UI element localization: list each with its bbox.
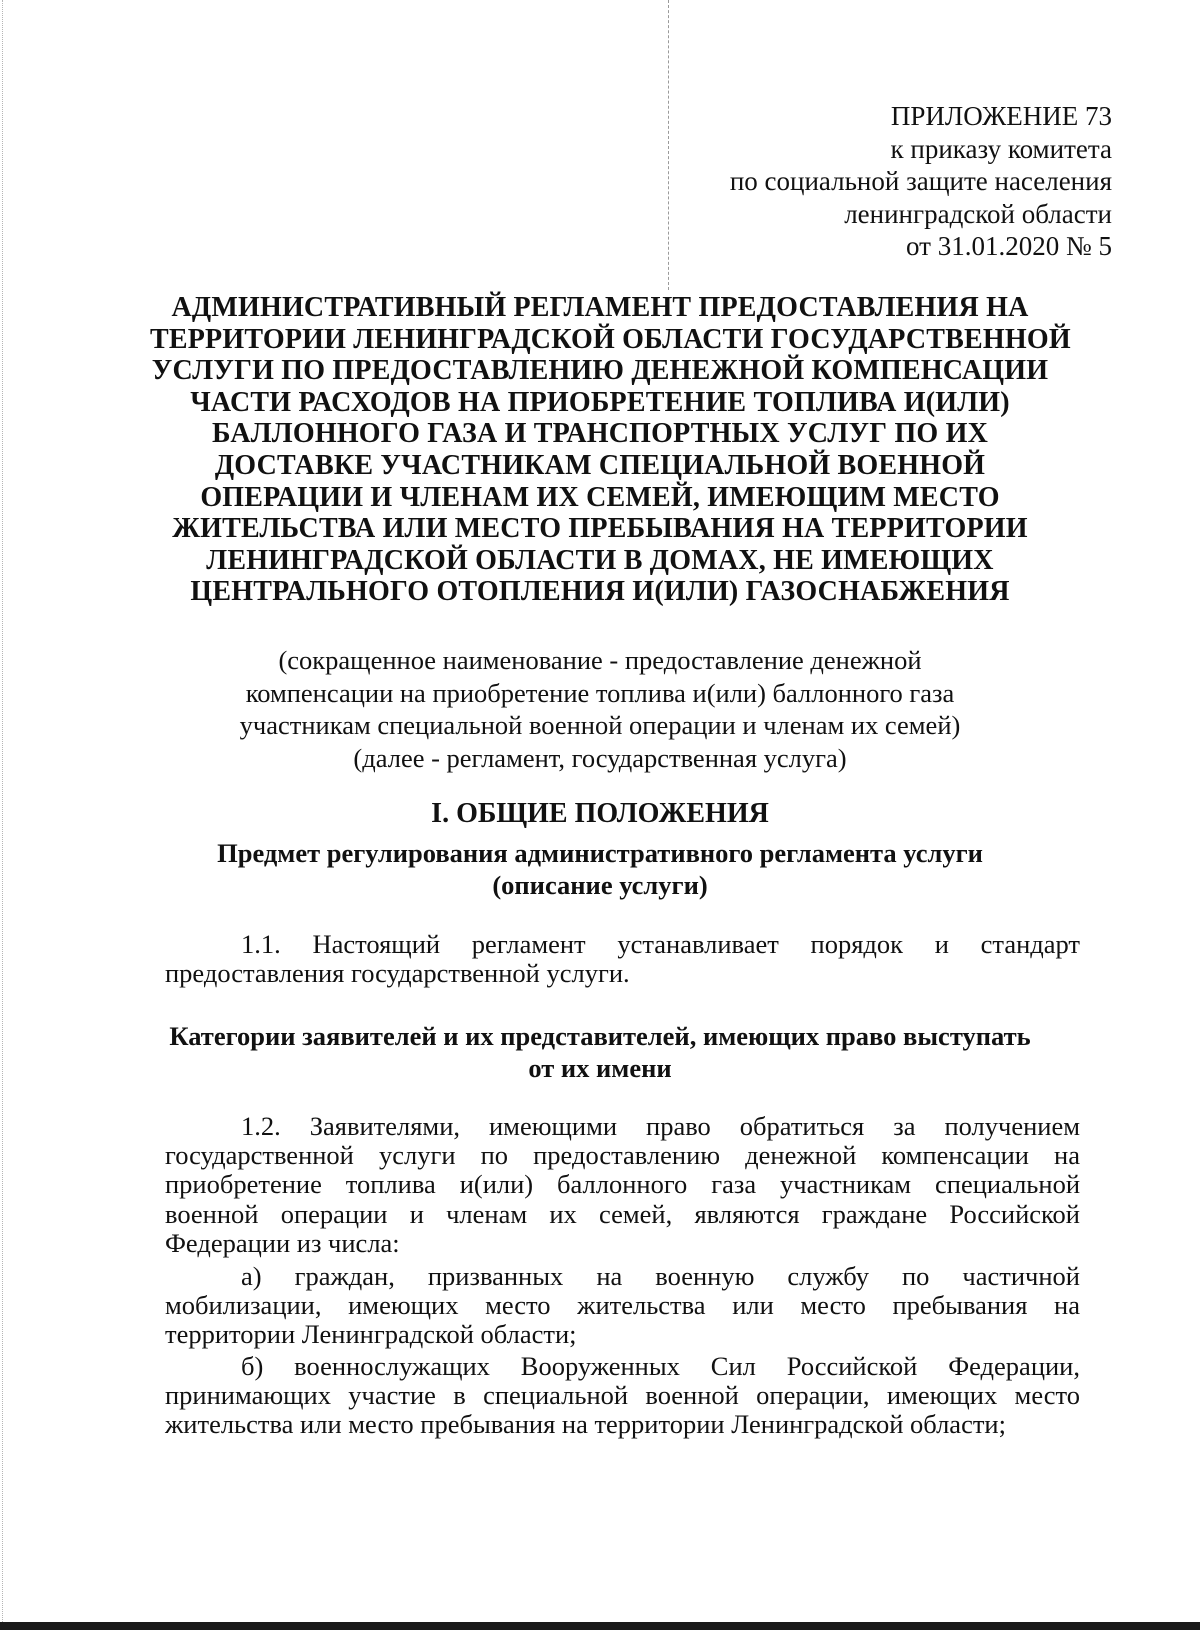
appendix-region: ленинградской области <box>844 198 1112 229</box>
title-line: ТЕРРИТОРИИ ЛЕНИНГРАДСКОЙ ОБЛАСТИ ГОСУДАРСТВЕННОЙ <box>150 323 1071 355</box>
title-line: ЧАСТИ РАСХОДОВ НА ПРИОБРЕТЕНИЕ ТОПЛИВА И(ИЛИ) <box>190 386 1010 418</box>
scan-edge <box>2 0 3 1630</box>
paragraph-line: 1.2. Заявителями, имеющими право обратиться за получением <box>241 1111 1080 1141</box>
applicants-heading-line: от их имени <box>528 1053 672 1083</box>
title-line: ЦЕНТРАЛЬНОГО ОТОПЛЕНИЯ И(ИЛИ) ГАЗОСНАБЖЕНИЯ <box>190 576 1010 608</box>
paragraph-line: приобретение топлива и(или) баллонного газа участникам специальной <box>165 1169 1080 1200</box>
short-name-line: компенсации на приобретение топлива и(или) баллонного газа <box>245 677 955 708</box>
title-line: ОПЕРАЦИИ И ЧЛЕНАМ ИХ СЕМЕЙ, ИМЕЮЩИМ МЕСТО <box>200 481 1000 513</box>
appendix-committee: по социальной защите населения <box>729 166 1112 196</box>
paragraph-line: мобилизации, имеющих место жительства или место пребывания на <box>165 1290 1080 1321</box>
applicants-heading <box>150 1020 1050 1084</box>
appendix-block <box>730 100 1112 263</box>
appendix-order-ref: к приказу комитета <box>890 133 1112 164</box>
subject-heading-line: Предмет регулирования административного регламента услуги <box>217 838 983 868</box>
section-heading: I. ОБЩИЕ ПОЛОЖЕНИЯ <box>431 798 769 829</box>
short-name-line: (сокращенное наименование - предоставление денежной <box>278 645 922 675</box>
paragraph-1-2 <box>165 1112 1080 1258</box>
paragraph-line: 1.1. Настоящий регламент устанавливает порядок и стандарт <box>241 929 1080 959</box>
paragraph-line: военной операции и членам их семей, являются граждане Российской <box>165 1198 1080 1229</box>
short-name-block <box>150 644 1050 774</box>
paragraph-line: предоставления государственной услуги. <box>165 958 630 989</box>
paragraph-1-1 <box>165 930 1080 988</box>
paragraph-line: жительства или место пребывания на территории Ленинградской области; <box>165 1409 1006 1440</box>
title-line: АДМИНИСТРАТИВНЫЙ РЕГЛАМЕНТ ПРЕДОСТАВЛЕНИЯ НА <box>171 292 1029 323</box>
appendix-number: ПРИЛОЖЕНИЕ 73 <box>890 101 1112 131</box>
title-line: ЖИТЕЛЬСТВА ИЛИ МЕСТО ПРЕБЫВАНИЯ НА ТЕРРИТОРИИ <box>172 513 1028 545</box>
scan-border <box>0 1622 1200 1630</box>
appendix-date: от 31.01.2020 № 5 <box>906 231 1112 261</box>
paragraph-line: б) военнослужащих Вооруженных Сил Российской Федерации, <box>241 1351 1080 1381</box>
document-title <box>150 292 1071 608</box>
paragraph-line: территории Ленинградской области; <box>165 1319 577 1350</box>
paragraph-line: государственной услуги по предоставлению денежной компенсации на <box>165 1140 1080 1171</box>
title-line: ДОСТАВКЕ УЧАСТНИКАМ СПЕЦИАЛЬНОЙ ВОЕННОЙ <box>214 449 986 481</box>
title-line: БАЛЛОННОГО ГАЗА И ТРАНСПОРТНЫХ УСЛУГ ПО ИХ <box>211 418 989 450</box>
list-item-b <box>165 1352 1080 1440</box>
applicants-heading-line: Категории заявителей и их представителей, имеющих право выступать <box>169 1021 1031 1051</box>
short-name-line: (далее - регламент, государственная услуга) <box>353 742 847 773</box>
scan-fold-line <box>668 0 669 290</box>
subject-heading-line: (описание услуги) <box>492 870 708 900</box>
short-name-line: участникам специальной военной операции и членам их семей) <box>239 710 961 740</box>
paragraph-line: а) граждан, призванных на военную службу по частичной <box>241 1261 1080 1291</box>
list-item-a <box>165 1262 1080 1350</box>
title-line: УСЛУГИ ПО ПРЕДОСТАВЛЕНИЮ ДЕНЕЖНОЙ КОМПЕНСАЦИИ <box>151 355 1049 387</box>
subject-heading <box>150 837 1050 901</box>
paragraph-line: Федерации из числа: <box>165 1227 400 1258</box>
title-line: ЛЕНИНГРАДСКОЙ ОБЛАСТИ В ДОМАХ, НЕ ИМЕЮЩИХ <box>206 544 994 576</box>
paragraph-line: принимающих участие в специальной военной операции, имеющих место <box>165 1380 1080 1411</box>
